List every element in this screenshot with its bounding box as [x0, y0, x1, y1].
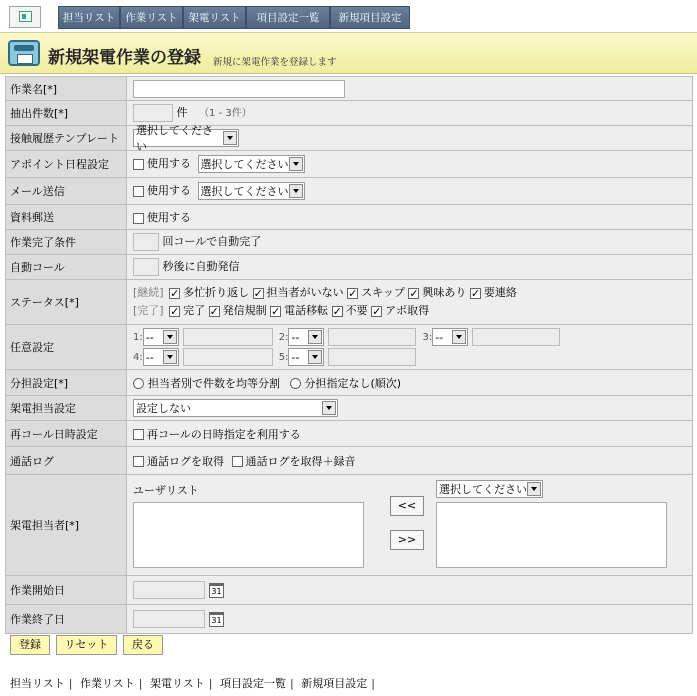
complete-count-input[interactable]	[133, 233, 159, 251]
chevron-down-icon	[308, 350, 322, 364]
task-name-label: 作業名[*]	[6, 77, 127, 101]
footer-separator: |	[290, 677, 294, 690]
tab-tanto-list[interactable]: 担当リスト	[58, 6, 120, 29]
optional-slot-number: 1:	[133, 331, 143, 343]
optional-slot-input[interactable]	[328, 328, 416, 346]
appoint-use-checkbox[interactable]	[133, 159, 144, 170]
footer-link-kaden-list[interactable]: 架電リスト	[150, 677, 205, 690]
recall-checkbox[interactable]	[133, 429, 144, 440]
mail-label: メール送信	[6, 178, 127, 205]
optional-slot-select[interactable]	[288, 328, 324, 346]
back-button[interactable]: 戻る	[123, 635, 163, 655]
optional-slot-select-value: --	[291, 350, 300, 364]
split-none-label: 分担指定なし(順次)	[304, 376, 402, 390]
tab-bar	[0, 5, 697, 29]
caller-setting-label: 架電担当設定	[6, 396, 127, 421]
appoint-select-value: 選択してください	[200, 158, 289, 171]
assigned-caller-list[interactable]	[436, 502, 667, 568]
status-option: 多忙折り返し	[183, 286, 250, 299]
chevron-down-icon	[163, 350, 177, 364]
footer-link-new-item[interactable]: 新規項目設定	[301, 677, 368, 690]
split-even-label: 担当者別で件数を均等分割	[148, 376, 280, 390]
optional-slot-select-value: --	[145, 350, 154, 364]
reset-button[interactable]: リセット	[56, 635, 118, 655]
tab-item-settings[interactable]: 項目設定一覧	[246, 6, 330, 29]
user-list-box[interactable]	[133, 502, 364, 568]
footer-link-tanto-list[interactable]: 担当リスト	[10, 677, 65, 690]
footer-separator: |	[68, 677, 73, 690]
register-button[interactable]: 登録	[10, 635, 50, 655]
status-option: 要連絡	[483, 286, 517, 299]
page-subtitle: 新規に架電作業を登録します	[213, 57, 337, 68]
mail-select[interactable]	[198, 182, 305, 200]
status-option: 不要	[345, 304, 368, 317]
caller-group-select[interactable]	[436, 480, 543, 498]
status-option: 完了	[183, 304, 206, 317]
status-checkbox[interactable]	[270, 306, 281, 317]
autocall-label: 自動コール	[6, 255, 127, 280]
call-log-checkbox[interactable]	[133, 456, 144, 467]
call-log-label: 通話ログ	[6, 447, 127, 475]
autocall-seconds-input[interactable]	[133, 258, 159, 276]
calendar-icon[interactable]: 31	[209, 612, 224, 627]
chevron-down-icon	[289, 157, 303, 171]
footer-separator: |	[371, 677, 375, 690]
tab-new-item[interactable]: 新規項目設定	[330, 6, 410, 29]
start-date-label: 作業開始日	[6, 576, 127, 605]
chevron-down-icon	[223, 131, 237, 145]
chevron-down-icon	[322, 401, 336, 415]
optional-slot-select[interactable]	[143, 328, 179, 346]
page-header	[0, 32, 697, 74]
optional-slot-input[interactable]	[472, 328, 560, 346]
task-name-input[interactable]	[133, 80, 345, 98]
chevron-down-icon	[452, 330, 466, 344]
call-log-record-text: 通話ログを取得＋録音	[245, 454, 356, 468]
end-date-input[interactable]	[133, 610, 205, 628]
caller-setting-select[interactable]	[133, 399, 338, 417]
home-icon	[19, 11, 32, 22]
chevron-down-icon	[289, 184, 303, 198]
optional-slot-number: 2:	[278, 331, 289, 343]
page-title: 新規架電作業の登録	[48, 48, 201, 68]
chevron-down-icon	[527, 482, 541, 496]
status-option: 電話移転	[284, 304, 329, 317]
extract-unit: 件	[176, 106, 188, 119]
extract-count-label: 抽出件数[*]	[6, 101, 127, 126]
status-checkbox[interactable]	[209, 306, 220, 317]
optional-slot-select-value: --	[145, 330, 154, 344]
split-even-radio[interactable]	[133, 378, 144, 389]
complete-condition-text: 回コールで自動完了	[162, 235, 262, 248]
optional-slot-select[interactable]	[432, 328, 468, 346]
footer-separator: |	[138, 677, 143, 690]
template-select[interactable]	[133, 124, 239, 153]
complete-condition-label: 作業完了条件	[6, 230, 127, 255]
split-none-radio[interactable]	[290, 378, 301, 389]
status-option: 発信規制	[222, 304, 267, 317]
call-log-text: 通話ログを取得	[147, 454, 224, 468]
optional-slot-input[interactable]	[328, 348, 416, 366]
optional-slot-select-value: --	[435, 330, 444, 344]
status-checkbox[interactable]	[169, 306, 180, 317]
optional-slot-number: 5:	[278, 351, 289, 363]
status-checkbox[interactable]	[371, 306, 382, 317]
registration-form	[5, 76, 693, 634]
footer-link-sagyo-list[interactable]: 作業リスト	[80, 677, 135, 690]
tab-kaden-list[interactable]: 架電リスト	[183, 6, 246, 29]
status-label: ステータス[*]	[6, 280, 127, 325]
move-right-button[interactable]: >>	[390, 530, 424, 550]
optional-slot-input[interactable]	[183, 328, 273, 346]
end-date-label: 作業終了日	[6, 605, 127, 634]
status-checkbox[interactable]	[332, 306, 343, 317]
material-use-label: 使用する	[147, 211, 191, 224]
status-checkbox[interactable]	[169, 288, 180, 299]
phone-icon	[8, 40, 40, 66]
status-checkbox[interactable]	[347, 288, 358, 299]
status-checkbox[interactable]	[408, 288, 419, 299]
status-option: スキップ	[361, 286, 405, 299]
optional-slot-select[interactable]	[143, 348, 179, 366]
material-label: 資料郵送	[6, 205, 127, 230]
call-log-record-checkbox[interactable]	[232, 456, 243, 467]
appoint-select[interactable]	[198, 155, 305, 173]
footer-links	[10, 675, 379, 691]
caller-label: 架電担当者[*]	[6, 475, 127, 576]
status-option: 担当者がいない	[266, 286, 344, 299]
material-use-checkbox[interactable]	[133, 213, 144, 224]
move-left-button[interactable]: <<	[390, 496, 424, 516]
footer-link-item-settings[interactable]: 項目設定一覧	[220, 677, 286, 690]
appoint-use-label: 使用する	[147, 157, 191, 170]
appoint-label: アポイント日程設定	[6, 151, 127, 178]
status-continue-group: [継続]	[133, 286, 164, 299]
mail-use-checkbox[interactable]	[133, 186, 144, 197]
optional-slot-select[interactable]	[288, 348, 324, 366]
optional-slot-number: 3:	[422, 331, 433, 343]
optional-slot-input[interactable]	[183, 348, 273, 366]
start-date-input[interactable]	[133, 581, 205, 599]
status-option: 興味あり	[422, 286, 467, 299]
status-checkbox[interactable]	[470, 288, 481, 299]
mail-select-value: 選択してください	[200, 185, 289, 198]
status-option: アポ取得	[385, 304, 430, 317]
optional-settings-label: 任意設定	[6, 325, 127, 370]
status-checkbox[interactable]	[253, 288, 264, 299]
chevron-down-icon	[308, 330, 322, 344]
recall-text: 再コールの日時指定を利用する	[147, 427, 301, 441]
tab-sagyo-list[interactable]: 作業リスト	[120, 6, 183, 29]
recall-label: 再コール日時設定	[6, 421, 127, 447]
optional-slot-select-value: --	[291, 330, 300, 344]
caller-group-select-value: 選択してください	[439, 482, 527, 496]
template-label: 接触履歴テンプレート	[6, 126, 127, 151]
extract-count-input[interactable]	[133, 104, 173, 122]
caller-setting-select-value: 設定しない	[136, 402, 191, 415]
user-list-label: ユーザリスト	[133, 483, 199, 497]
extract-range: （1 - 3件）	[199, 108, 252, 119]
calendar-icon[interactable]: 31	[209, 583, 224, 598]
mail-use-label: 使用する	[147, 184, 191, 197]
split-label: 分担設定[*]	[6, 370, 127, 396]
autocall-text: 秒後に自動発信	[162, 260, 240, 273]
home-tab[interactable]	[9, 6, 41, 28]
optional-slot-number: 4:	[133, 351, 143, 363]
template-select-value: 選択してください	[136, 124, 213, 153]
form-actions	[10, 635, 163, 655]
footer-separator: |	[208, 677, 213, 690]
status-complete-group: [完了]	[133, 304, 164, 317]
chevron-down-icon	[163, 330, 177, 344]
